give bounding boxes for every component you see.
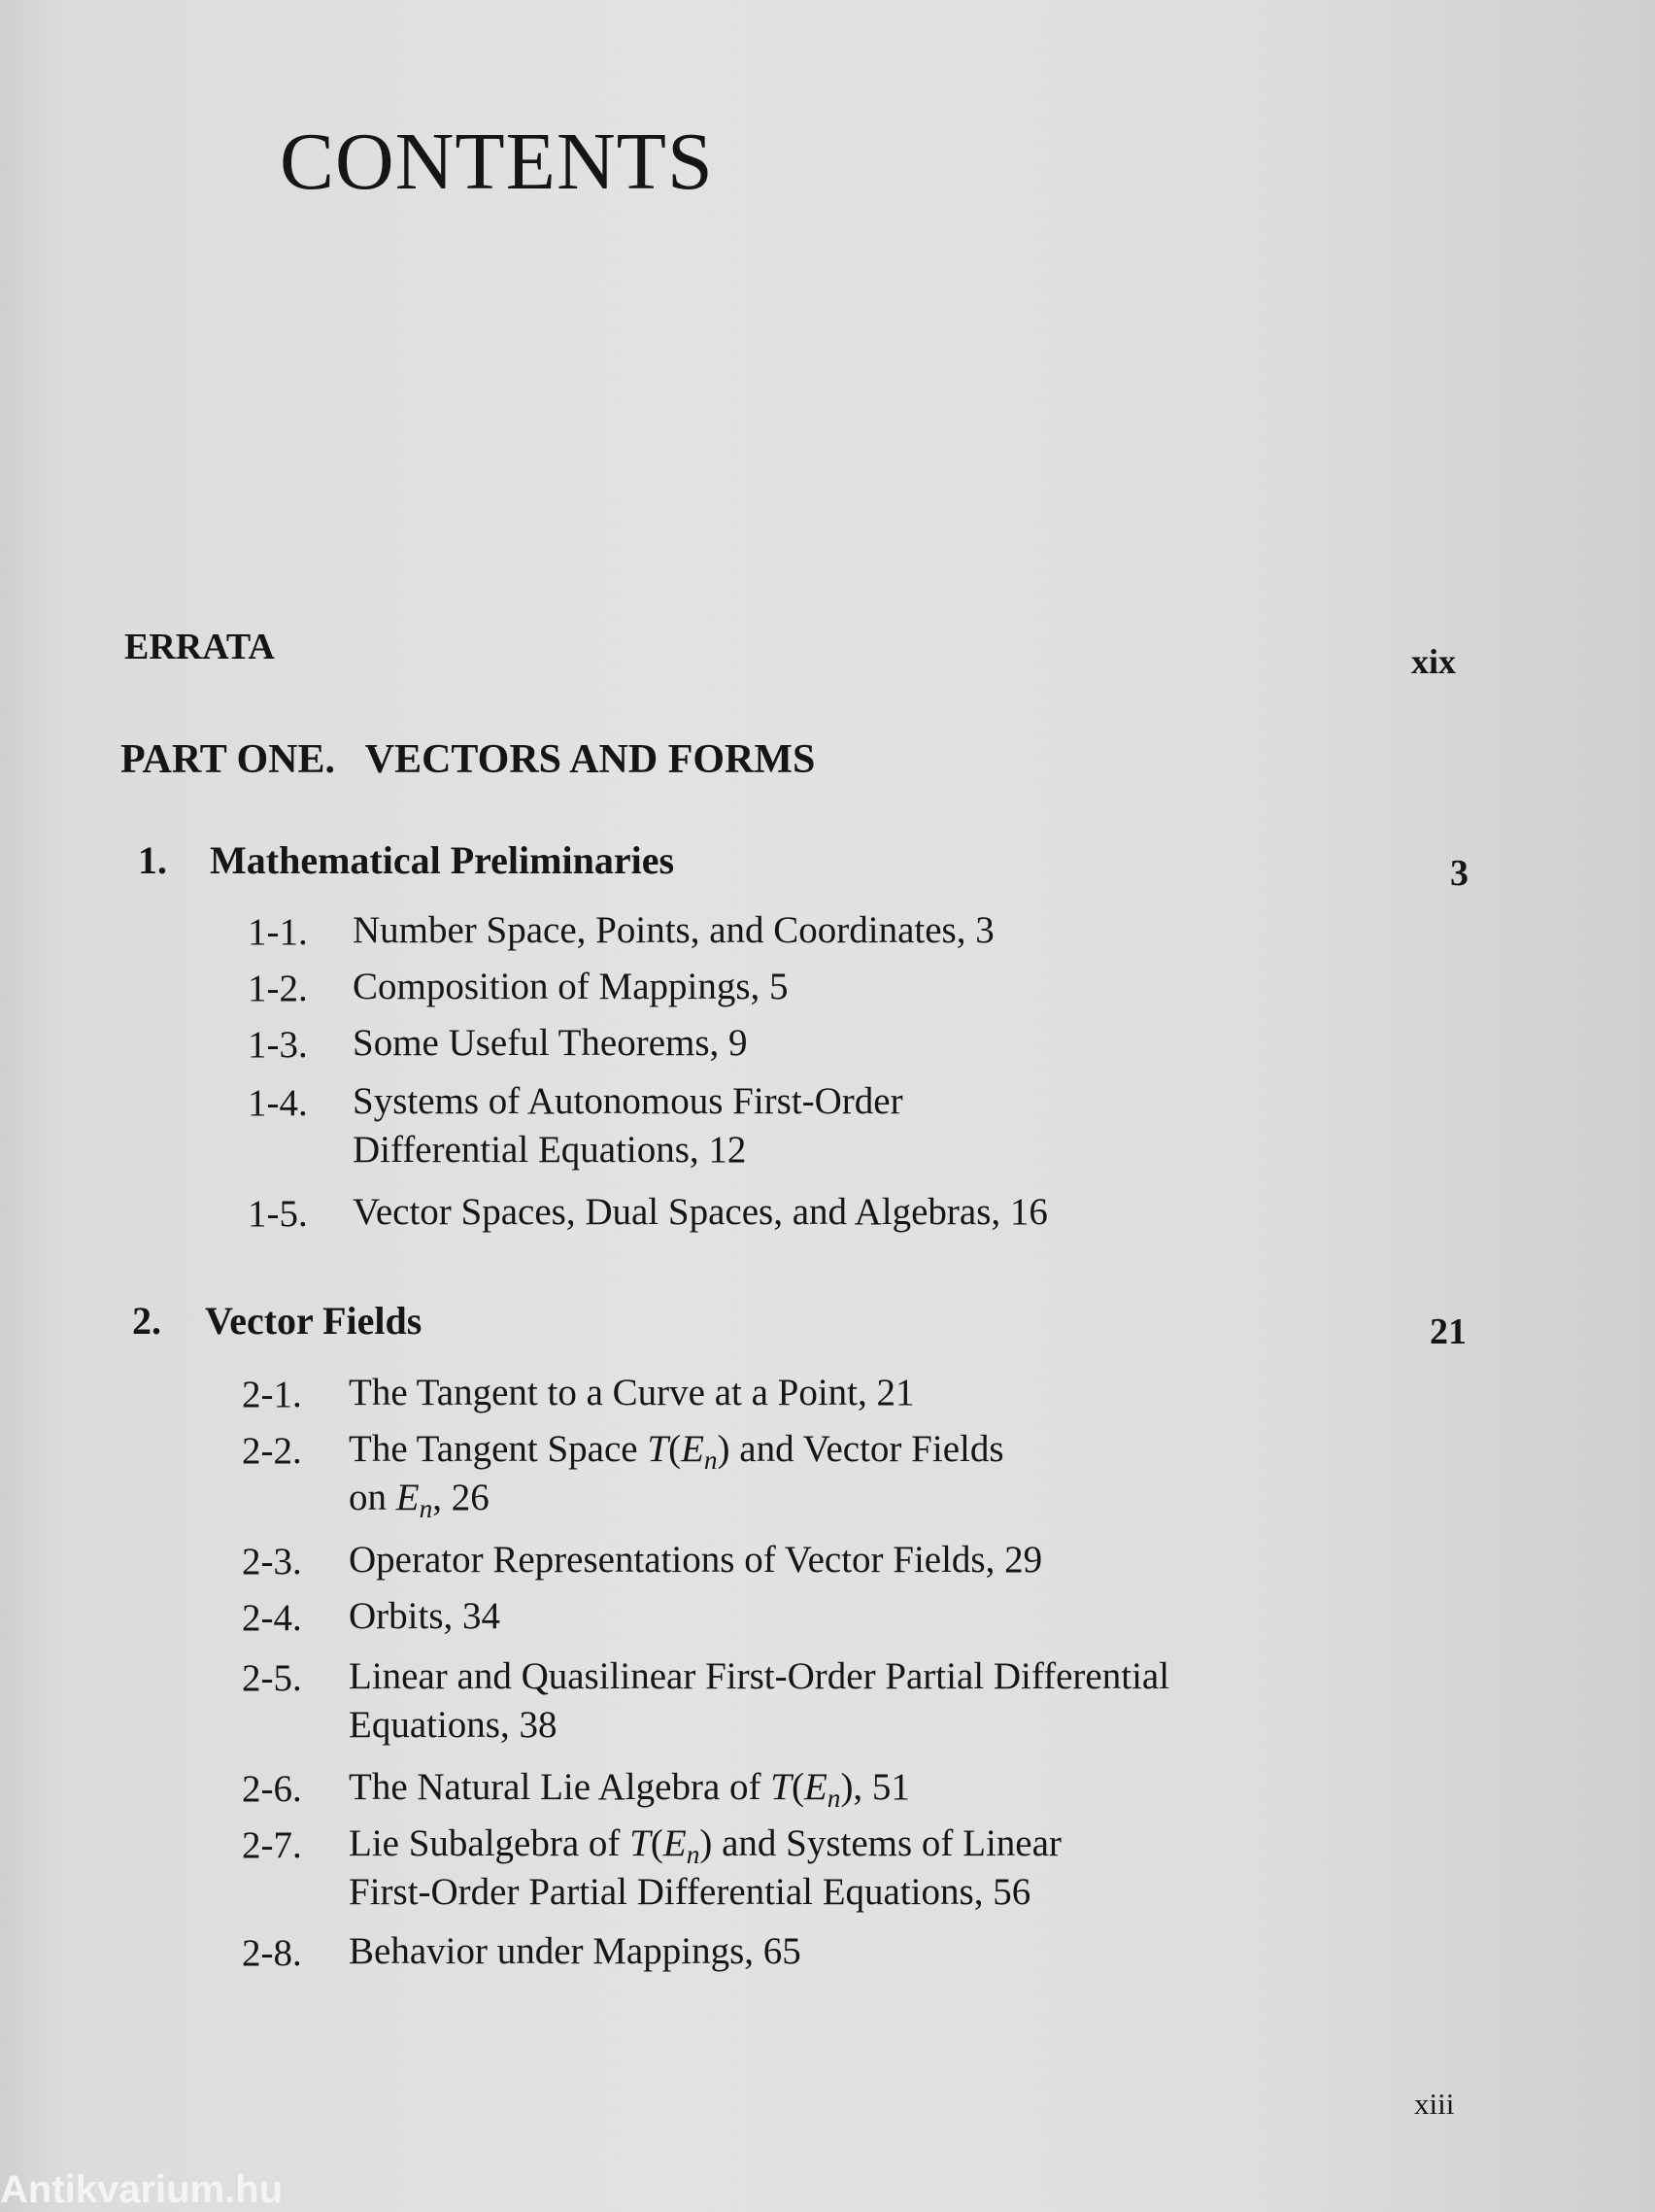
section-2-7-title: Lie Subalgebra of $T(E_n)$ and Systems of Linear — [349, 1822, 1062, 1870]
section-1-2-title: Composition of Mappings, 5 — [353, 966, 789, 1007]
section-2-4-number: 2-4. — [242, 1597, 302, 1639]
section-1-1-title: Number Space, Points, and Coordinates, 3 — [353, 909, 995, 951]
page-number: xiii — [1414, 2087, 1455, 2121]
section-1-5-number: 1-5. — [248, 1193, 308, 1235]
section-1-4-title-line2: Differential Equations, 12 — [353, 1129, 747, 1171]
chapter-1-title: Mathematical Preliminaries — [210, 838, 675, 882]
watermark-text: Antikvarium.hu — [0, 2168, 284, 2211]
page-title: CONTENTS — [280, 117, 714, 207]
section-2-4-title: Orbits, 34 — [349, 1595, 500, 1637]
section-2-7-title-line2: First-Order Partial Differential Equations, 56 — [349, 1871, 1031, 1913]
section-2-8-number: 2-8. — [242, 1932, 302, 1974]
section-1-5-title: Vector Spaces, Dual Spaces, and Algebras, 16 — [353, 1191, 1048, 1233]
section-2-5-title-line2: Equations, 38 — [349, 1704, 557, 1746]
chapter-2-number: 2. — [132, 1299, 161, 1343]
section-1-2-number: 1-2. — [248, 968, 308, 1009]
section-1-3-title: Some Useful Theorems, 9 — [353, 1022, 748, 1064]
section-2-5-number: 2-5. — [242, 1657, 302, 1699]
section-2-2-number: 2-2. — [242, 1430, 302, 1472]
section-1-1-number: 1-1. — [248, 911, 308, 953]
section-2-6-number: 2-6. — [242, 1768, 302, 1810]
chapter-1-number: 1. — [138, 838, 167, 882]
section-1-4-title: Systems of Autonomous First-Order — [353, 1080, 903, 1122]
section-2-6-title: The Natural Lie Algebra of $T(E_n)$, 51 — [349, 1766, 910, 1814]
section-2-7-number: 2-7. — [242, 1824, 302, 1866]
errata-label: ERRATA — [124, 627, 275, 667]
chapter-2-title: Vector Fields — [205, 1299, 422, 1343]
section-2-1-number: 2-1. — [242, 1374, 302, 1415]
section-2-8-title: Behavior under Mappings, 65 — [349, 1930, 801, 1972]
part-one-heading: PART ONE. VECTORS AND FORMS — [120, 737, 816, 782]
section-2-2-title: The Tangent Space $T(E_n)$ and Vector Fields — [349, 1428, 1004, 1476]
errata-page-number: xix — [1411, 642, 1457, 681]
chapter-2-page: 21 — [1430, 1311, 1467, 1352]
chapter-1-page: 3 — [1450, 853, 1469, 894]
section-1-3-number: 1-3. — [248, 1024, 308, 1066]
section-2-2-title-line2: on $E_n$, 26 — [349, 1477, 490, 1524]
section-2-1-title: The Tangent to a Curve at a Point, 21 — [349, 1372, 915, 1413]
section-2-5-title: Linear and Quasilinear First-Order Partial Differential — [349, 1655, 1170, 1697]
section-1-4-number: 1-4. — [248, 1082, 308, 1124]
section-2-3-number: 2-3. — [242, 1541, 302, 1582]
section-2-3-title: Operator Representations of Vector Fields, 29 — [349, 1539, 1043, 1581]
